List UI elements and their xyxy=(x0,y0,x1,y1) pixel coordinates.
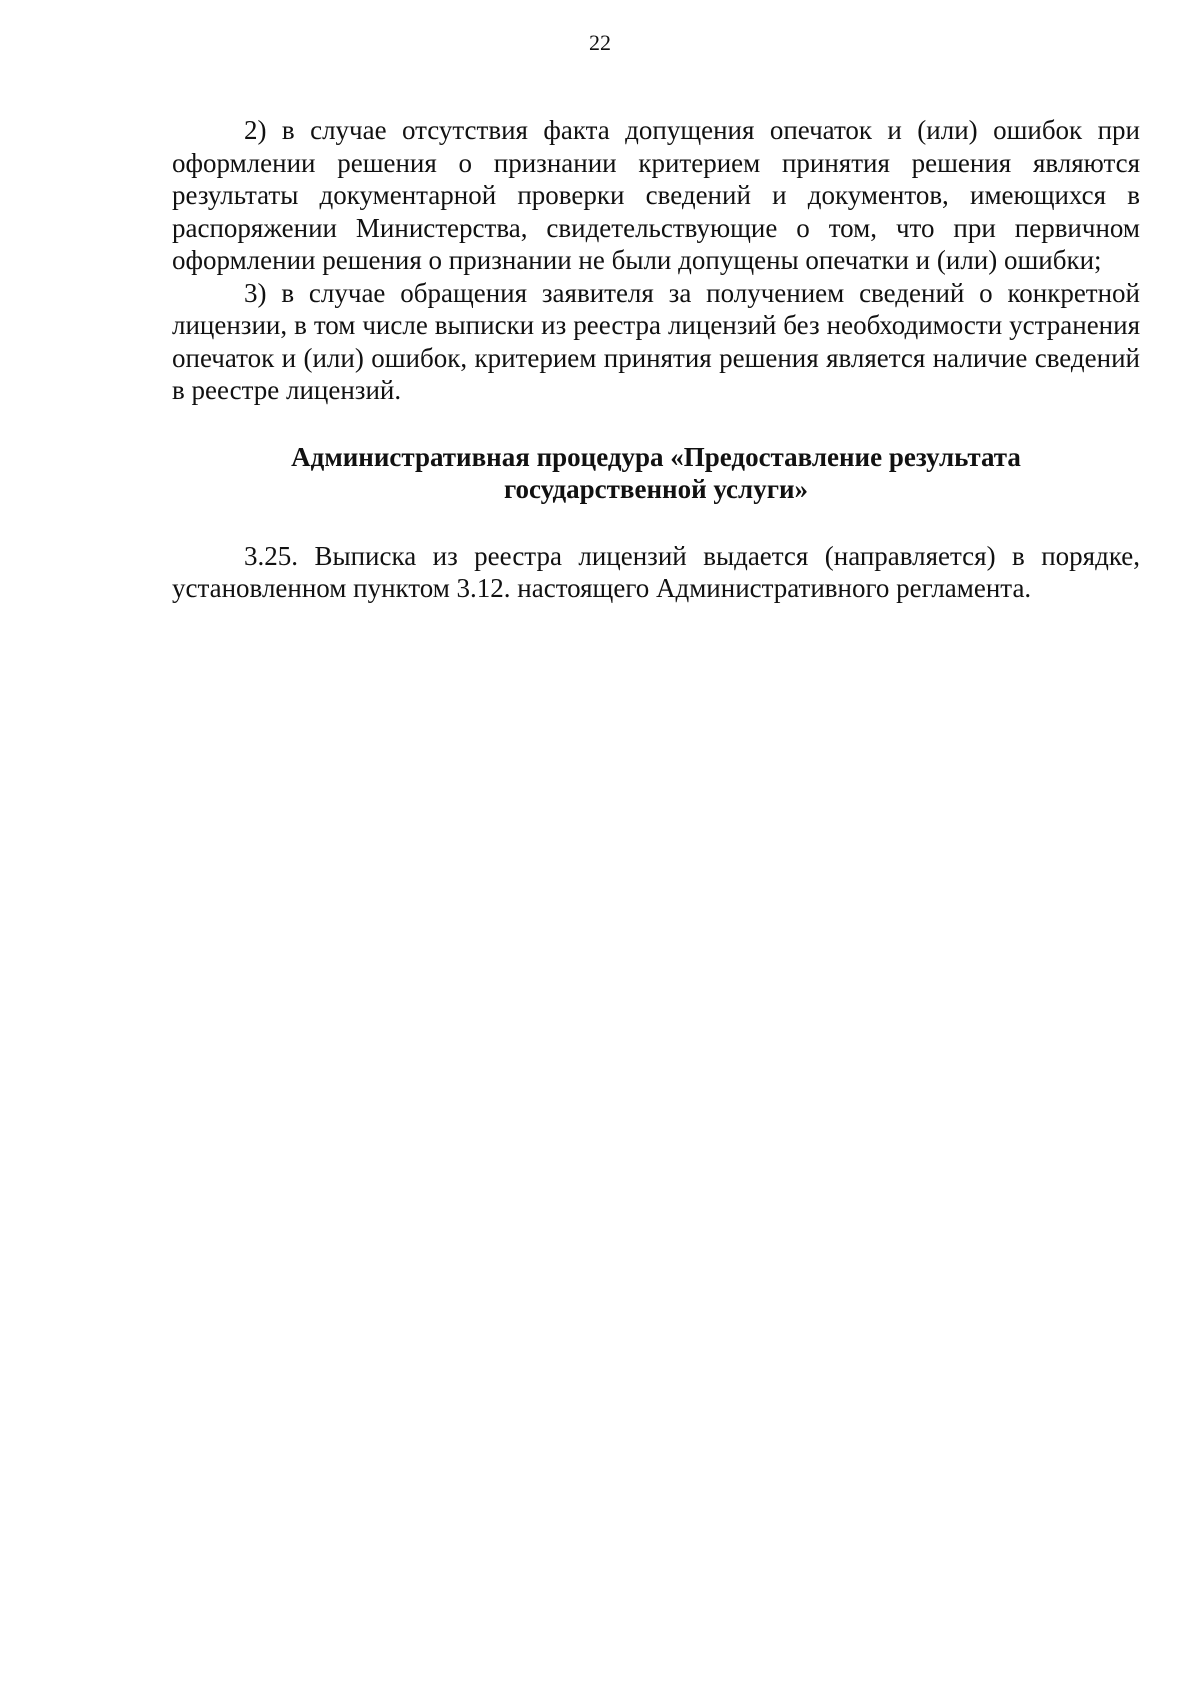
paragraph-3-25: 3.25. Выписка из реестра лицензий выдается (направляется) в порядке, установленном пунктом 3.12. настоящего Административного регламента. xyxy=(172,540,1140,603)
document-body xyxy=(172,114,1140,605)
section-title: Административная процедура «Предоставление результата государственной услуги» xyxy=(291,441,1021,504)
paragraph-item-3: 3) в случае обращения заявителя за получением сведений о конкретной лицензии, в том числе выписки из реестра лицензий без необходимости устранения опечаток и (или) ошибок, критерием принятия решения является наличие сведений в реестре лицензий. xyxy=(172,277,1140,405)
page-number: 22 xyxy=(589,30,611,55)
paragraph-item-2: 2) в случае отсутствия факта допущения опечаток и (или) ошибок при оформлении решения о признании критерием принятия решения являются результаты документарной проверки сведений и документов, имеющихся в распоряжении Министерства, свидетельствующие о том, что при первичном оформлении решения о признании не были допущены опечатки и (или) ошибки; xyxy=(172,115,1140,275)
